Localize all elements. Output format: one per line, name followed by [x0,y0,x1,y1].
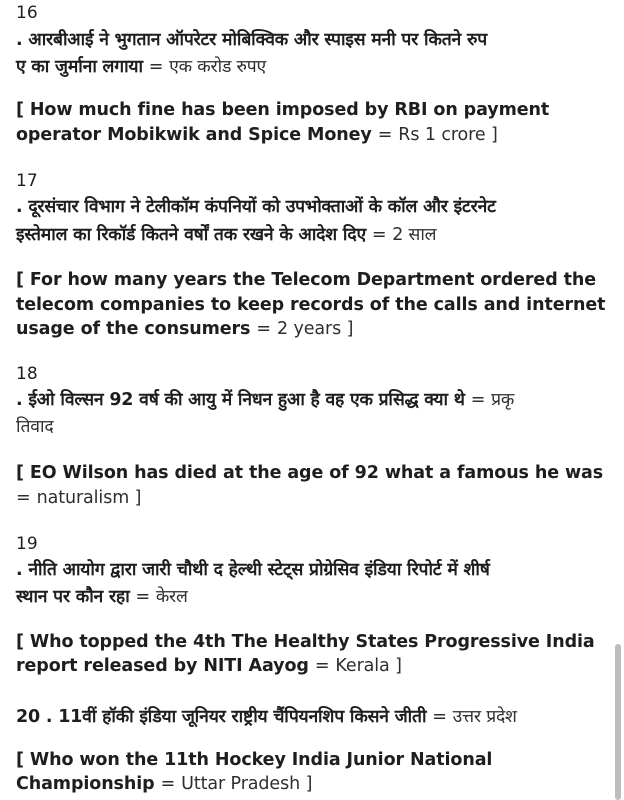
item-number: 20 [16,707,40,727]
hindi-question-line: 20 . 11वीं हॉकी इंडिया जूनियर राष्ट्रीय चैंपियनशिप किसने जीती = उत्तर प्रदेश [16,707,517,727]
answer-text: Uttar Pradesh ] [181,774,313,794]
item-number: 17 [16,171,38,191]
answer-text: तिवाद [16,417,54,437]
english-question-line: [ How much fine has been imposed by RBI on payment [16,100,550,120]
answer-text: एक करोड रुपए [169,57,266,77]
hindi-question-line: इस्तेमाल का रिकॉर्ड कितने वर्षों तक रखने के आदेश दिए = 2 साल [16,225,437,245]
english-question-line: [ For how many years the Telecom Department ordered the [16,270,597,290]
answer-text: Kerala ] [335,656,402,676]
english-question-line: [ Who won the 11th Hockey India Junior National [16,750,493,770]
hindi-question-line: . ईओ विल्सन 92 वर्ष की आयु में निधन हुआ है वह एक प्रसिद्ध क्या थे = प्रकृ [16,390,515,410]
answer-text: उत्तर प्रदेश [452,707,517,727]
hindi-question-line: . दूरसंचार विभाग ने टेलीकॉम कंपनियों को उपभोक्ताओं के कॉल और इंटरनेट [16,197,496,217]
answer-text: प्रकृ [491,390,515,410]
english-question-line: Championship = Uttar Pradesh ] [16,774,313,794]
english-question-line: telecom companies to keep records of the calls and internet [16,295,606,315]
hindi-question-line: . आरबीआई ने भुगतान ऑपरेटर मोबिक्विक और स्पाइस मनी पर कितने रुप [16,30,487,50]
item-number: 16 [16,3,38,23]
hindi-question-line: ए का जुर्माना लगाया = एक करोड रुपए [16,57,266,77]
scrollbar-thumb[interactable] [615,644,621,800]
hindi-question-line: स्थान पर कौन रहा = केरल [16,587,188,607]
answer-text: 2 साल [392,225,437,245]
english-question-line: [ EO Wilson has died at the age of 92 what a famous he was [16,463,604,483]
hindi-answer-line [16,414,616,438]
answer-text: Rs 1 crore ] [398,125,498,145]
english-answer-line: = naturalism ] [16,488,142,508]
english-question-line: usage of the consumers = 2 years ] [16,319,354,339]
answer-text: 2 years ] [276,319,354,339]
hindi-question-line: . नीति आयोग द्वारा जारी चौथी द हेल्थी स्टेट्स प्रोग्रेसिव इंडिया रिपोर्ट में शीर्ष [16,560,490,580]
answer-text: naturalism ] [36,488,142,508]
item-number: 18 [16,364,38,384]
english-question-line: [ Who topped the 4th The Healthy States Progressive India [16,632,595,652]
answer-text: केरल [155,587,188,607]
english-question-line: operator Mobikwik and Spice Money = Rs 1 crore ] [16,125,498,145]
item-number: 19 [16,534,38,554]
english-question-line: report released by NITI Aayog = Kerala ] [16,656,402,676]
